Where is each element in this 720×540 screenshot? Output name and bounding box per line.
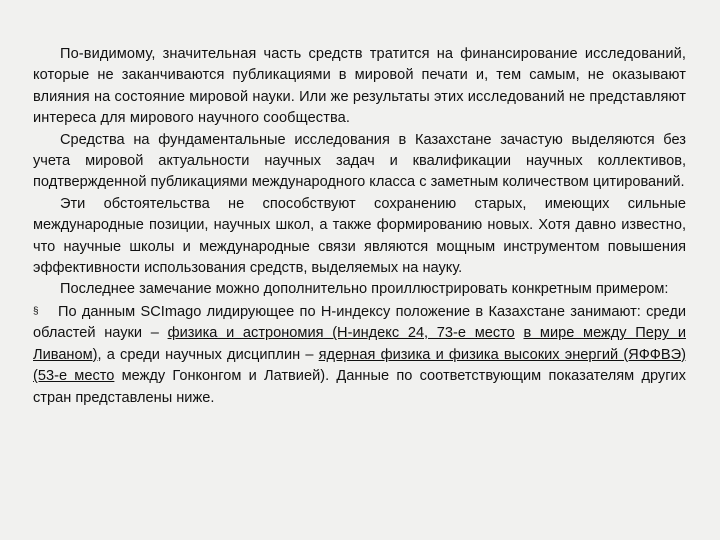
bullet-marker: § <box>33 305 39 317</box>
bullet-text-end: между Гонконгом и Латвией). Данные по соответствующим показателям других стран представлены ниже. <box>33 368 686 406</box>
nuclear-physics-discipline: ядерная физика и физика высоких энергий (ЯФФВЭ) <box>318 346 686 363</box>
nuclear-physics-rank: (53-е место <box>33 368 115 385</box>
peru-lebanon-range: в мире между Перу и Ливаном) <box>33 325 686 363</box>
body-text <box>33 44 686 409</box>
paragraph-3: Эти обстоятельства не способствуют сохранению старых, имеющих сильные международные позиции, научных школ, а также формированию новых. Хотя давно известно, что научные школы и международные связи являются мощным инструментом повышения эффективности использования средств, выделяемых на науку. <box>33 195 686 277</box>
bullet-text-mid: , а среди научных дисциплин – <box>97 346 319 363</box>
paragraph-2: Средства на фундаментальные исследования в Казахстане зачастую выделяются без учета мировой актуальности научных задач и квалификации научных коллективов, подтвержденной публикациями международного класса с заметным количеством цитирований. <box>33 131 686 191</box>
paragraph-1: По-видимому, значительная часть средств тратится на финансирование исследований, которые не заканчиваются публикациями в мировой печати и, тем самым, не оказывают влияния на состояние мировой науки. Или же результаты этих исследований не представляют интереса для мирового научного сообщества. <box>33 46 687 127</box>
paragraph-4: Последнее замечание можно дополнительно проиллюстрировать конкретным примером: <box>60 281 669 298</box>
physics-astronomy-rank: физика и астрономия (Н-индекс 24, 73-е место <box>167 325 515 342</box>
bullet-text-start: По данным SCImago лидирующее по Н-индексу положение в Казахстане занимают: среди областей науки – <box>33 303 686 342</box>
bullet-paragraph <box>33 301 686 409</box>
